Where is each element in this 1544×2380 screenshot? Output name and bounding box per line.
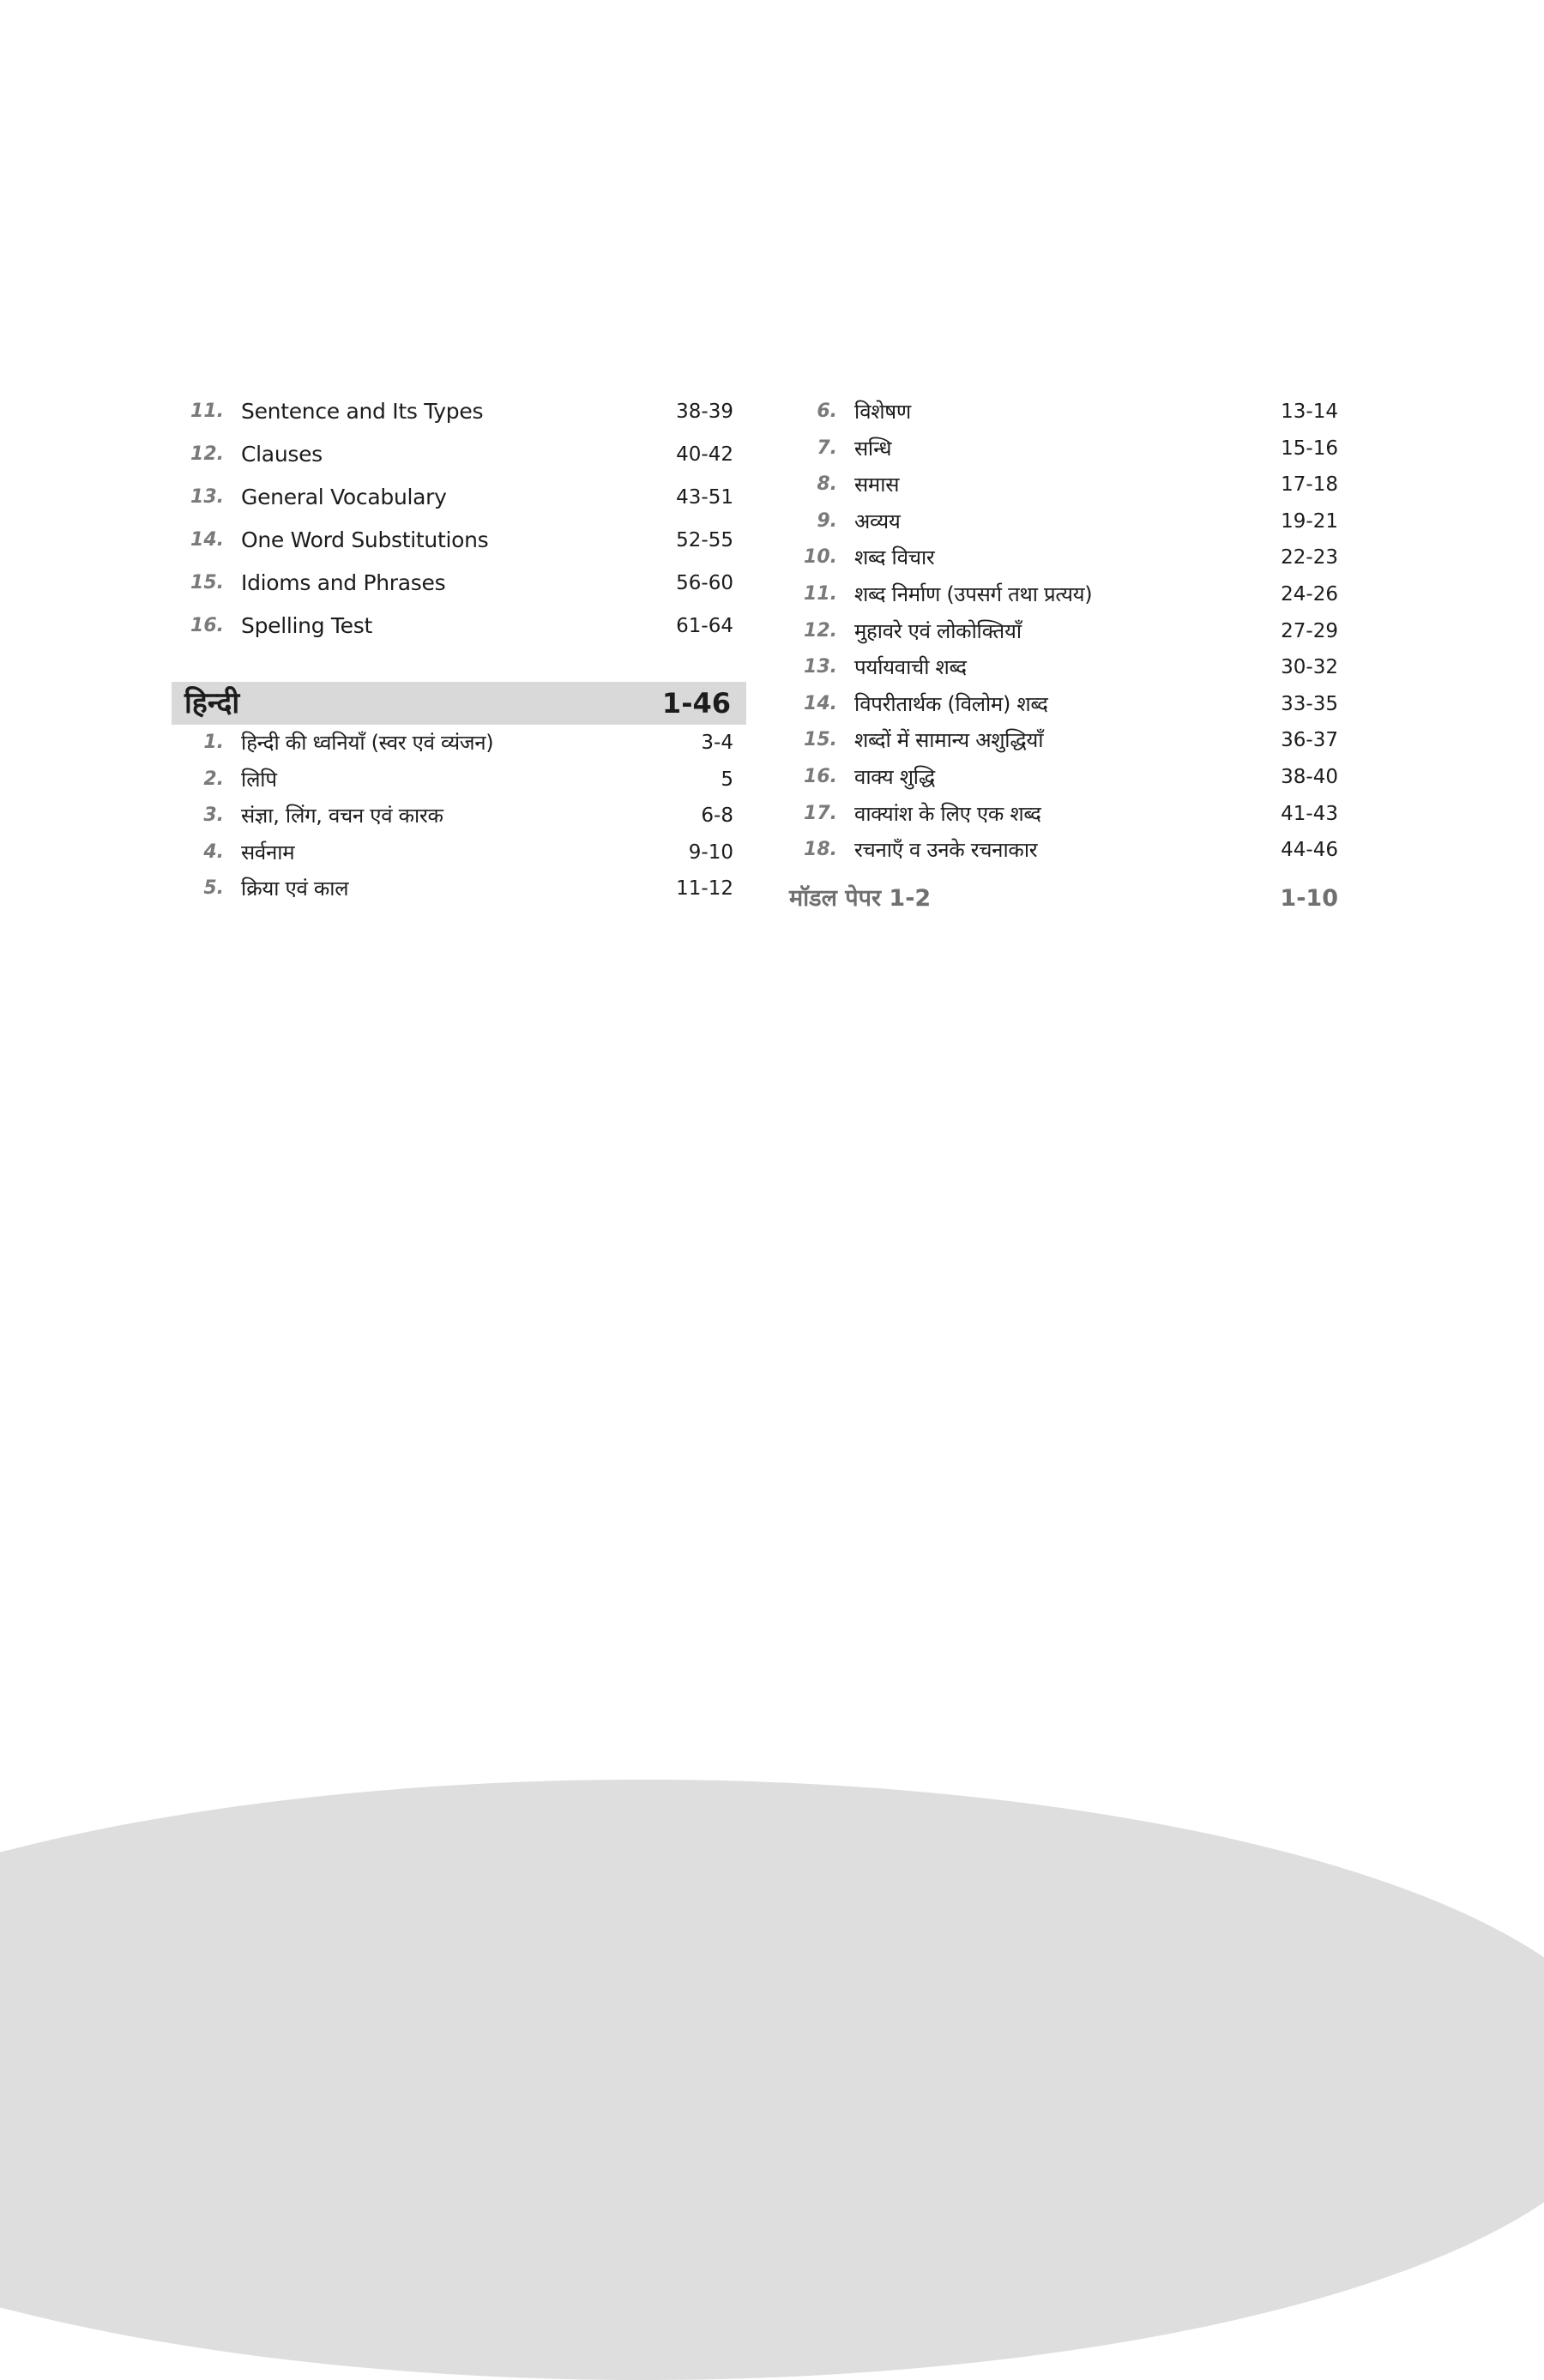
entry-pages: 38-40 [1281,765,1338,788]
entry-number: 6. [817,401,837,422]
entry-pages: 24-26 [1281,582,1338,606]
entry-pages: 33-35 [1281,692,1338,715]
entry-pages: 3-4 [701,732,733,754]
entry-title: समास [854,473,900,497]
entry-pages: 19-21 [1281,509,1338,533]
entry-pages: 15-16 [1281,437,1338,460]
entry-number: 11. [804,582,837,605]
toc-entry[interactable] [176,433,746,476]
toc-entry[interactable] [176,725,746,762]
toc-entry[interactable] [789,613,1338,650]
entry-title: सर्वनाम [241,840,295,865]
entry-pages: 27-29 [1281,619,1338,642]
toc-entry[interactable] [176,476,746,519]
entry-number: 7. [817,437,837,459]
entry-pages: 40-42 [676,443,733,466]
entry-pages: 22-23 [1281,546,1338,569]
entry-number: 17. [804,802,837,824]
section-page-range: 1-46 [661,687,731,720]
entry-pages: 52-55 [676,529,733,551]
toc-entry[interactable] [176,835,746,871]
entry-pages: 44-46 [1281,839,1338,862]
toc-entry[interactable] [789,394,1338,431]
section-title: हिन्दी [184,686,240,720]
entry-pages: 6-8 [701,804,733,828]
entry-pages: 41-43 [1281,802,1338,825]
toc-entry[interactable] [789,539,1338,576]
entry-title: हिन्दी की ध्वनियाँ (स्वर एवं व्यंजन) [241,731,494,755]
entry-title: पर्यायवाची शब्द [854,655,967,680]
entry-pages: 30-32 [1281,656,1338,679]
entry-number: 11. [190,401,224,422]
model-paper-range: 1-10 [1280,884,1338,912]
toc-left-column [176,390,746,907]
toc-entry[interactable] [176,519,746,562]
toc-entry[interactable] [789,503,1338,540]
entry-number: 12. [804,619,837,642]
entry-number: 10. [804,546,837,569]
entry-pages: 9-10 [688,841,733,864]
entry-pages: 5 [721,768,733,791]
entry-title: One Word Substitutions [241,527,489,552]
toc-entry[interactable] [789,759,1338,796]
entry-title: मुहावरे एवं लोकोक्तियाँ [854,618,1022,643]
entry-number: 12. [190,443,224,465]
toc-entry[interactable] [176,798,746,835]
entry-number: 1. [203,732,224,753]
entry-number: 13. [190,486,224,508]
entry-number: 15. [804,729,837,751]
toc-entry[interactable] [176,762,746,798]
entry-number: 14. [190,529,224,551]
toc-entry[interactable] [789,431,1338,467]
toc-entry[interactable] [789,722,1338,759]
entry-title: General Vocabulary [241,485,447,509]
entry-title: अव्यय [854,509,901,533]
model-paper-entry[interactable] [789,877,1338,920]
entry-number: 9. [817,509,837,532]
entry-title: शब्द निर्माण (उपसर्ग तथा प्रत्यय) [854,581,1093,606]
entry-title: रचनाएँ व उनके रचनाकार [854,838,1038,863]
entry-number: 16. [190,615,224,636]
toc-entry[interactable] [789,686,1338,723]
footer-decorative-curve [0,1780,1544,2380]
hindi-items-list-left [176,725,746,907]
toc-entry[interactable] [789,649,1338,686]
entry-title: विपरीतार्थक (विलोम) शब्द [854,691,1048,716]
toc-entry[interactable] [789,796,1338,833]
entry-title: Spelling Test [241,613,372,638]
entry-number: 3. [203,804,224,827]
hindi-section-header[interactable] [172,682,746,725]
hindi-items-list-right [789,394,1338,869]
entry-number: 16. [804,765,837,787]
entry-title: विशेषण [854,400,911,424]
entry-number: 4. [203,841,224,863]
entry-pages: 13-14 [1281,401,1338,423]
entry-pages: 17-18 [1281,473,1338,497]
entry-title: शब्द विचार [854,545,935,570]
entry-title: Idioms and Phrases [241,570,446,595]
entry-number: 13. [804,656,837,678]
toc-entry[interactable] [789,832,1338,869]
toc-entry[interactable] [176,605,746,648]
entry-title: संज्ञा, लिंग, वचन एवं कारक [241,804,443,828]
entry-title: सन्धि [854,436,892,461]
english-items-list [176,390,746,648]
entry-title: Clauses [241,442,323,467]
entry-number: 8. [817,473,837,496]
toc-entry[interactable] [176,871,746,907]
entry-title: क्रिया एवं काल [241,877,349,901]
entry-title: शब्दों में सामान्य अशुद्धियाँ [854,728,1044,753]
entry-pages: 36-37 [1281,729,1338,752]
entry-title: Sentence and Its Types [241,399,484,424]
entry-pages: 43-51 [676,486,733,509]
toc-entry[interactable] [176,390,746,433]
entry-pages: 11-12 [676,877,733,901]
entry-number: 15. [190,572,224,593]
entry-title: लिपि [241,767,277,792]
entry-number: 2. [203,768,224,790]
entry-number: 5. [203,877,224,900]
entry-number: 14. [804,692,837,714]
entry-pages: 61-64 [676,615,733,637]
toc-right-column [789,394,1338,920]
entry-title: वाक्यांश के लिए एक शब्द [854,801,1041,826]
entry-pages: 56-60 [676,572,733,594]
toc-entry[interactable] [789,467,1338,503]
entry-number: 18. [804,839,837,861]
model-paper-title: मॉडल पेपर 1-2 [789,884,932,912]
toc-entry[interactable] [176,562,746,605]
entry-pages: 38-39 [676,401,733,423]
entry-title: वाक्य शुद्धि [854,764,935,789]
toc-entry[interactable] [789,576,1338,613]
